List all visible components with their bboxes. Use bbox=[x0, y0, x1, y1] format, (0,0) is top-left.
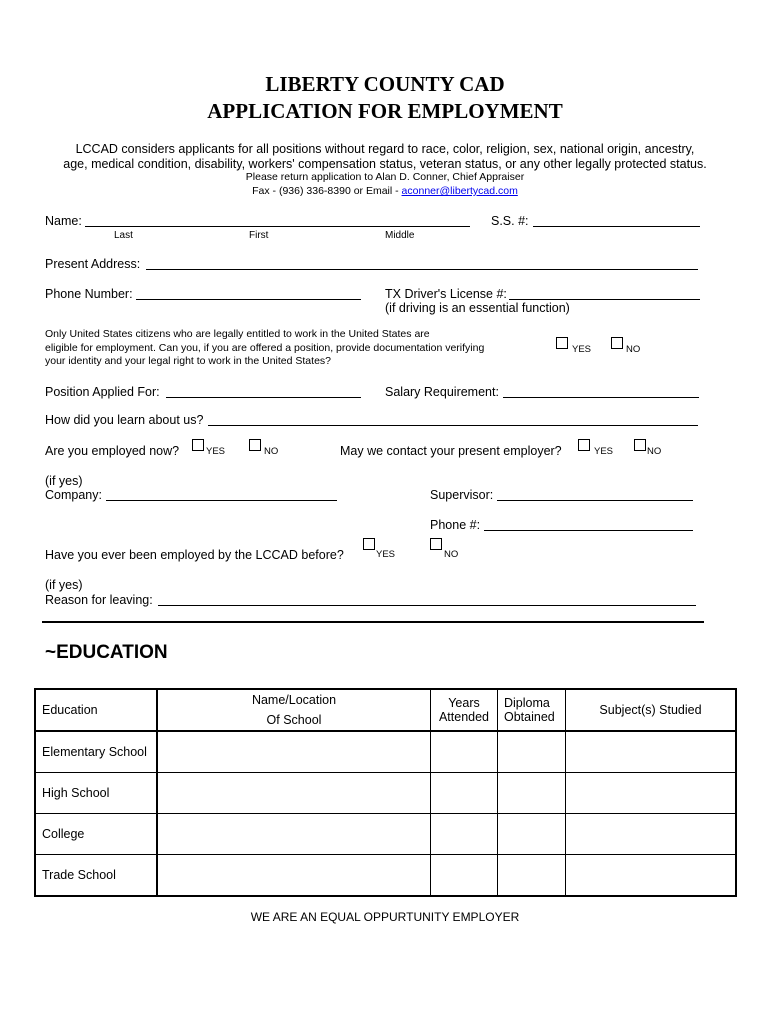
education-table bbox=[34, 688, 737, 897]
col-name-location bbox=[157, 689, 431, 731]
cell-college-subjects[interactable] bbox=[566, 814, 737, 855]
lccad-yes-checkbox[interactable] bbox=[363, 538, 375, 550]
name-sub-middle: Middle bbox=[385, 230, 415, 241]
employed-no-checkbox[interactable] bbox=[249, 439, 261, 451]
citizen-no-label: NO bbox=[626, 344, 641, 355]
supervisor-field[interactable] bbox=[497, 500, 693, 501]
col-name-location-line1: Name/Location bbox=[251, 693, 337, 707]
col-name-location-line2: Of School bbox=[266, 713, 322, 727]
cell-trade-school-subjects[interactable] bbox=[566, 855, 737, 897]
phone-label: Phone Number: bbox=[45, 287, 133, 301]
col-diploma-obtained bbox=[498, 689, 566, 731]
reason-field[interactable] bbox=[158, 605, 696, 606]
email-link[interactable]: aconner@libertycad.com bbox=[401, 185, 518, 197]
cell-trade-school-years[interactable] bbox=[431, 855, 498, 897]
employed-yes-label: YES bbox=[206, 446, 226, 457]
employed-yes-checkbox[interactable] bbox=[192, 439, 204, 451]
contact-label: May we contact your present employer? bbox=[340, 444, 562, 458]
cell-college-school[interactable] bbox=[157, 814, 431, 855]
col-diploma-line1: Diploma bbox=[504, 696, 550, 710]
company-field[interactable] bbox=[106, 500, 337, 501]
policy-line-1: LCCAD considers applicants for all positions without regard to race, color, religion, sex, national origin, ancestry, bbox=[75, 142, 695, 156]
education-heading: ~EDUCATION bbox=[45, 642, 168, 663]
cell-elementary-diploma[interactable] bbox=[498, 731, 566, 773]
col-education: Education bbox=[35, 689, 157, 731]
name-field[interactable] bbox=[85, 226, 470, 227]
contact-no-checkbox[interactable] bbox=[634, 439, 646, 451]
table-row bbox=[35, 814, 736, 855]
table-row bbox=[35, 855, 736, 897]
contact-no-label: NO bbox=[647, 446, 662, 457]
contact-line bbox=[0, 185, 770, 197]
col-subjects: Subject(s) Studied bbox=[566, 689, 737, 731]
learn-label: How did you learn about us? bbox=[45, 413, 204, 427]
table-row bbox=[35, 731, 736, 773]
row-label-trade-school: Trade School bbox=[35, 855, 157, 897]
ss-label: S.S. #: bbox=[491, 214, 529, 228]
cell-elementary-subjects[interactable] bbox=[566, 731, 737, 773]
row-label-elementary: Elementary School bbox=[35, 731, 157, 773]
citizen-no-checkbox[interactable] bbox=[611, 337, 623, 349]
org-name: LIBERTY COUNTY CAD bbox=[265, 72, 505, 96]
cell-college-years[interactable] bbox=[431, 814, 498, 855]
row-label-college: College bbox=[35, 814, 157, 855]
phone2-field[interactable] bbox=[484, 530, 693, 531]
lccad-yes-label: YES bbox=[376, 549, 396, 560]
table-header-row bbox=[35, 689, 736, 731]
phone2-label: Phone #: bbox=[430, 518, 481, 532]
reason-label: Reason for leaving: bbox=[45, 593, 153, 607]
position-field[interactable] bbox=[166, 397, 361, 398]
employed-label: Are you employed now? bbox=[45, 444, 180, 458]
cell-trade-school-school[interactable] bbox=[157, 855, 431, 897]
salary-label: Salary Requirement: bbox=[385, 385, 499, 399]
name-sub-first: First bbox=[249, 230, 269, 241]
learn-field[interactable] bbox=[208, 425, 698, 426]
citizen-line-2: eligible for employment. Can you, if you are offered a position, provide documentation verifying bbox=[45, 342, 485, 354]
reason-if-yes: (if yes) bbox=[45, 578, 83, 592]
col-years-line1: Years bbox=[448, 696, 480, 710]
name-sub-last: Last bbox=[114, 230, 133, 241]
contact-yes-label: YES bbox=[594, 446, 614, 457]
cell-trade-school-diploma[interactable] bbox=[498, 855, 566, 897]
cell-high-school-subjects[interactable] bbox=[566, 773, 737, 814]
supervisor-label: Supervisor: bbox=[430, 488, 494, 502]
citizen-line-3: your identity and your legal right to work in the United States? bbox=[45, 355, 331, 367]
address-label: Present Address: bbox=[45, 257, 141, 271]
position-label: Position Applied For: bbox=[45, 385, 160, 399]
citizen-line-1: Only United States citizens who are legally entitled to work in the United States are bbox=[45, 328, 430, 340]
ss-field[interactable] bbox=[533, 226, 700, 227]
cell-high-school-school[interactable] bbox=[157, 773, 431, 814]
name-label: Name: bbox=[45, 214, 82, 228]
citizen-yes-label: YES bbox=[572, 344, 592, 355]
row-label-high-school: High School bbox=[35, 773, 157, 814]
license-label: TX Driver's License #: bbox=[385, 287, 507, 301]
cell-elementary-school[interactable] bbox=[157, 731, 431, 773]
license-field[interactable] bbox=[509, 299, 700, 300]
phone-field[interactable] bbox=[136, 299, 361, 300]
lccad-before-label: Have you ever been employed by the LCCAD before? bbox=[45, 548, 344, 562]
salary-field[interactable] bbox=[503, 397, 699, 398]
fax-text: Fax - (936) 336-8390 or Email - bbox=[252, 185, 402, 197]
table-row bbox=[35, 773, 736, 814]
cell-high-school-diploma[interactable] bbox=[498, 773, 566, 814]
eeo-statement: WE ARE AN EQUAL OPPURTUNITY EMPLOYER bbox=[250, 910, 520, 924]
col-diploma-line2: Obtained bbox=[504, 710, 555, 724]
cell-college-diploma[interactable] bbox=[498, 814, 566, 855]
section-divider bbox=[42, 621, 704, 623]
lccad-no-label: NO bbox=[444, 549, 459, 560]
col-years-attended bbox=[431, 689, 498, 731]
cell-elementary-years[interactable] bbox=[431, 731, 498, 773]
employed-no-label: NO bbox=[264, 446, 279, 457]
contact-yes-checkbox[interactable] bbox=[578, 439, 590, 451]
license-note: (if driving is an essential function) bbox=[385, 301, 570, 315]
company-if-yes: (if yes) bbox=[45, 474, 83, 488]
company-label: Company: bbox=[45, 488, 102, 502]
policy-line-2: age, medical condition, disability, workers' compensation status, veteran status, or any other legally protected status. bbox=[63, 157, 707, 171]
citizen-yes-checkbox[interactable] bbox=[556, 337, 568, 349]
page-title: APPLICATION FOR EMPLOYMENT bbox=[207, 99, 563, 123]
return-instructions: Please return application to Alan D. Conner, Chief Appraiser bbox=[245, 171, 525, 183]
cell-high-school-years[interactable] bbox=[431, 773, 498, 814]
lccad-no-checkbox[interactable] bbox=[430, 538, 442, 550]
address-field[interactable] bbox=[146, 269, 698, 270]
col-years-line2: Attended bbox=[438, 710, 490, 724]
